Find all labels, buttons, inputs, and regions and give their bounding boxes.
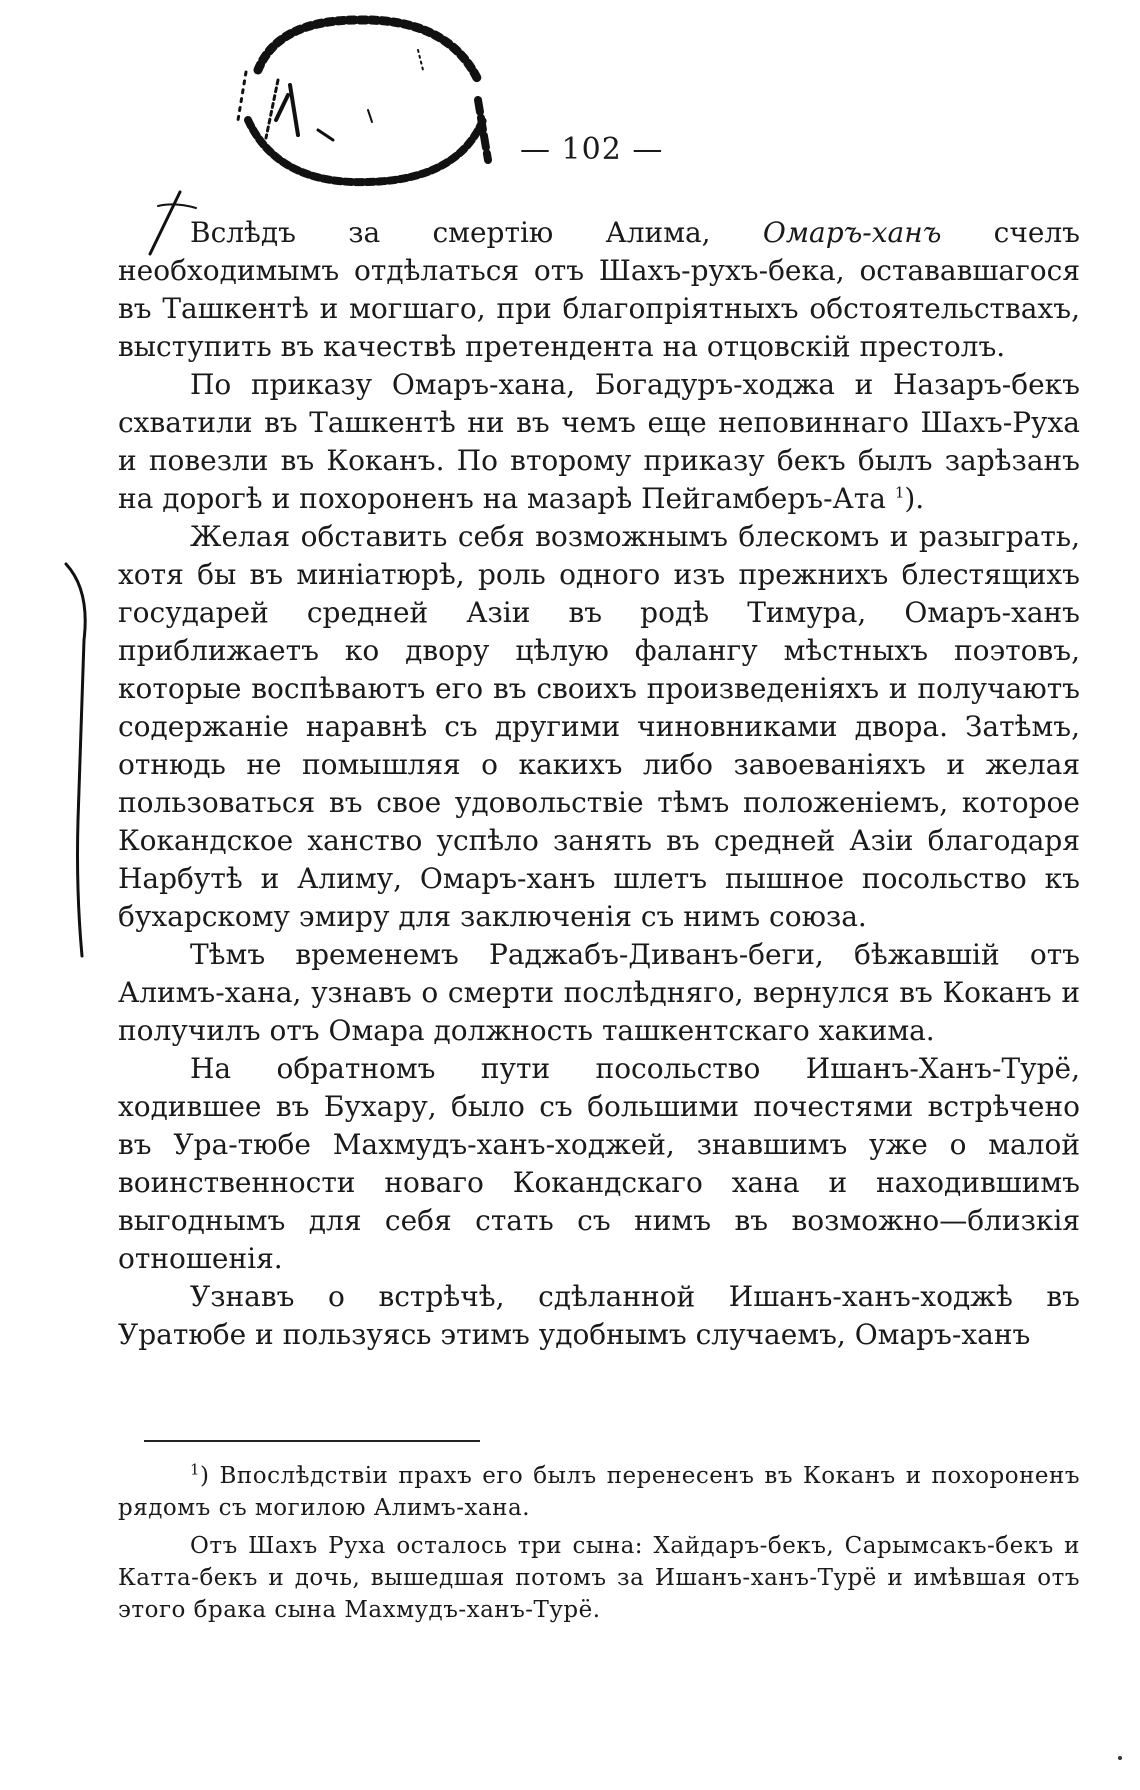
paragraph: Тѣмъ временемъ Раджабъ-Диванъ-беги, бѣжавшій отъ Алимъ-хана, узнавъ о смерти послѣдняго, вернулся въ Коканъ и получилъ отъ Омара должность ташкентскаго хакима.	[118, 938, 1080, 1047]
library-stamp	[218, 10, 518, 210]
footnote-marker: 1	[190, 1460, 201, 1479]
footnote: $^1$) Впослѣдствіи прахъ его былъ перенесенъ въ Коканъ и похороненъ рядомъ съ могилою Алимъ-хана.	[118, 1460, 1080, 1521]
page-number: — 102 —	[520, 132, 664, 167]
body-text	[118, 214, 1080, 1354]
paragraph: На обратномъ пути посольство Ишанъ-Ханъ-Турё, ходившее въ Бухару, было съ большими почестями встрѣчено въ Ура-тюбе Махмудъ-ханъ-ходжей, знавшимъ уже о малой воинственности новаго Кокандскаго хана и находившимъ выгоднымъ для себя стать съ нимъ въ возможно—близкія отношенія.	[118, 1052, 1080, 1275]
footnote-divider	[144, 1440, 480, 1442]
paragraph: Вслѣдъ за смертію Алима, Омаръ-ханъ счелъ необходимымъ отдѣлаться отъ Шахъ-рухъ-бека, остававшагося въ Ташкентѣ и могшаго, при благопріятныхъ обстоятельствахъ, выступить въ качествѣ претендента на отцовскій престолъ.	[118, 216, 1080, 363]
footnote: Отъ Шахъ Руха осталось три сына: Хайдаръ-бекъ, Сарымсакъ-бекъ и Катта-бекъ и дочь, вышедшая потомъ за Ишанъ-ханъ-Турё и имѣвшая отъ этого брака сына Махмудъ-ханъ-Турё.	[118, 1533, 1080, 1623]
paragraph: Узнавъ о встрѣчѣ, сдѣланной Ишанъ-ханъ-ходжѣ въ Уратюбе и пользуясь этимъ удобнымъ случаемъ, Омаръ-ханъ	[118, 1280, 1080, 1351]
italic-name: Омаръ-ханъ	[762, 216, 942, 249]
margin-vertical-line	[60, 560, 100, 960]
footnote-ref: 1	[894, 483, 905, 502]
paragraph: Желая обставить себя возможнымъ блескомъ и разыграть, хотя бы въ миніатюрѣ, роль одного изъ прежнихъ блестящихъ государей средней Азіи въ родѣ Тимура, Омаръ-ханъ приближаетъ ко двору цѣлую фалангу мѣстныхъ поэтовъ, которые воспѣваютъ его въ своихъ произведеніяхъ и получаютъ содержаніе наравнѣ съ другими чиновниками двора. Затѣмъ, отнюдь не помышляя о какихъ либо завоеваніяхъ и желая пользоваться въ свое удовольствіе тѣмъ положеніемъ, которое Кокандское ханство успѣло занять въ средней Азіи благодаря Нарбутѣ и Алиму, Омаръ-ханъ шлетъ пышное посольство къ бухарскому эмиру для заключенія съ нимъ союза.	[118, 520, 1080, 933]
paragraph: По приказу Омаръ-хана, Богадуръ-ходжа и Назаръ-бекъ схватили въ Ташкентѣ ни въ чемъ еще неповиннаго Шахъ-Руха и повезли въ Коканъ. По второму приказу бекъ былъ зарѣзанъ на дорогѣ и похороненъ на мазарѣ Пейгамберъ-Ата $^1$).	[118, 368, 1080, 515]
speck	[1118, 1756, 1122, 1760]
footnotes	[118, 1460, 1080, 1632]
